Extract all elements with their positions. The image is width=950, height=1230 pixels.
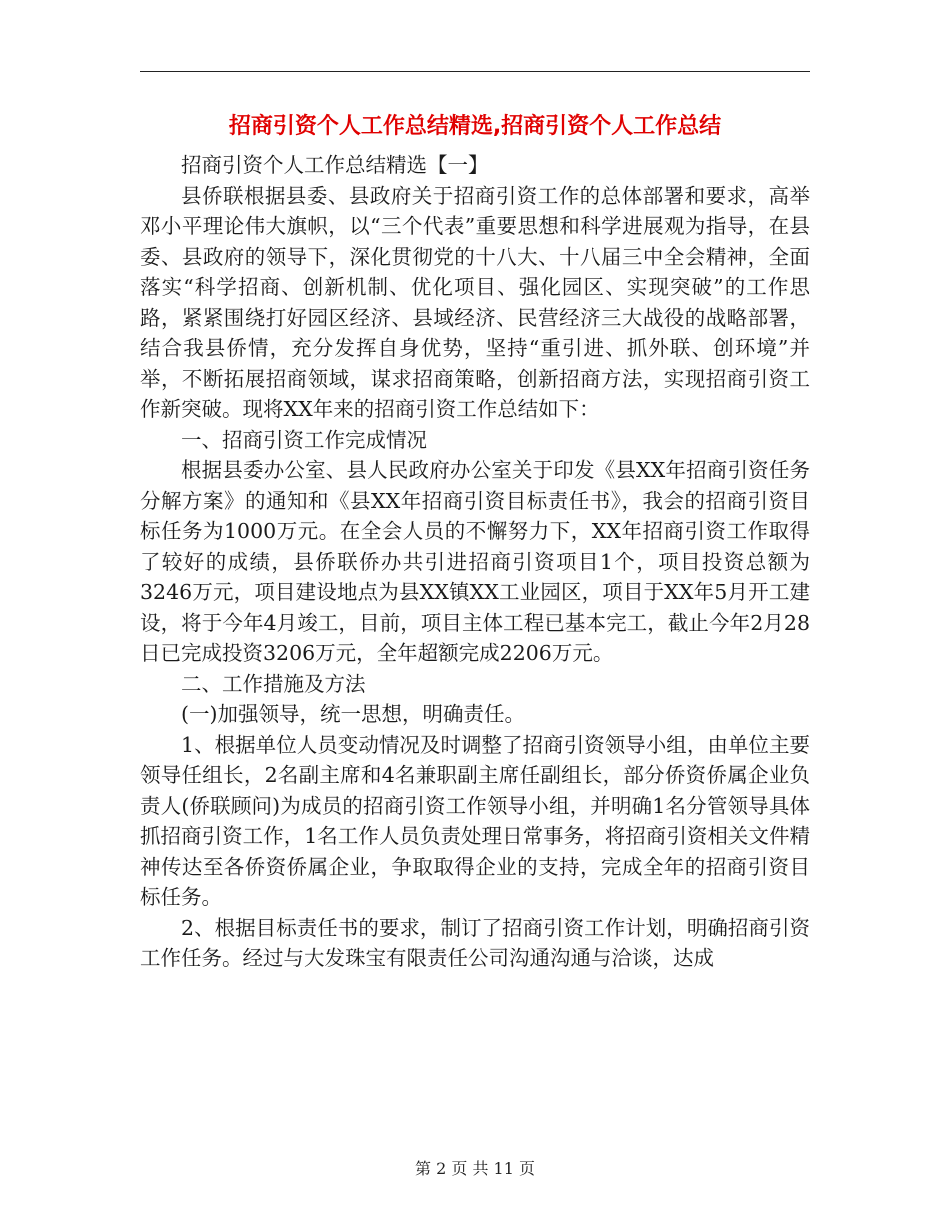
- paragraph: 2、根据目标责任书的要求，制订了招商引资工作计划，明确招商引资工作任务。经过与大发珠宝有限责任公司沟通沟通与洽谈，达成: [140, 915, 810, 970]
- paragraph: 县侨联根据县委、县政府关于招商引资工作的总体部署和要求，高举邓小平理论伟大旗帜，以“三个代表”重要思想和科学进展观为指导，在县委、县政府的领导下，深化贯彻党的十八大、十八届三中全会精神，全面落实“科学招商、创新机制、优化项目、强化园区、实现突破”的工作思路，紧紧围绕打好园区经济、县域经济、民营经济三大战役的战略部署，结合我县侨情，充分发挥自身优势，坚持“重引进、抓外联、创环境”并举，不断拓展招商领域，谋求招商策略，创新招商方法，实现招商引资工作新突破。现将XX年来的招商引资工作总结如下：: [140, 183, 810, 421]
- section-heading: 招商引资个人工作总结精选【一】: [181, 153, 489, 177]
- document-body: [140, 150, 810, 974]
- document-title: 招商引资个人工作总结精选,招商引资个人工作总结: [228, 114, 722, 139]
- section-heading: 二、工作措施及方法: [181, 671, 366, 696]
- paragraph: 1、根据单位人员变动情况及时调整了招商引资领导小组，由单位主要领导任组长，2名副主席和4名兼职副主席任副组长，部分侨资侨属企业负责人(侨联顾问)为成员的招商引资工作领导小组，并明确1名分管领导具体抓招商引资工作，1名工作人员负责处理日常事务，将招商引资相关文件精神传达至各侨资侨属企业，争取取得企业的支持，完成全年的招商引资目标任务。: [140, 732, 810, 909]
- subsection-heading: (一)加强领导，统一思想，明确责任。: [181, 702, 525, 726]
- page-number: 第 2 页 共 11 页: [415, 1159, 535, 1178]
- paragraph: 根据县委办公室、县人民政府办公室关于印发《县XX年招商引资任务分解方案》的通知和《县XX年招商引资目标责任书》，我会的招商引资目标任务为1000万元。在全会人员的不懈努力下，XX年招商引资工作取得了较好的成绩，县侨联侨办共引进招商引资项目1个，项目投资总额为3246万元，项目建设地点为县XX镇XX工业园区，项目于XX年5月开工建设，将于今年4月竣工，目前，项目主体工程已基本完工，截止今年2月28日已完成投资3206万元，全年超额完成2206万元。: [140, 458, 810, 665]
- section-heading: 一、招商引资工作完成情况: [181, 427, 427, 452]
- header-rule: [140, 71, 810, 72]
